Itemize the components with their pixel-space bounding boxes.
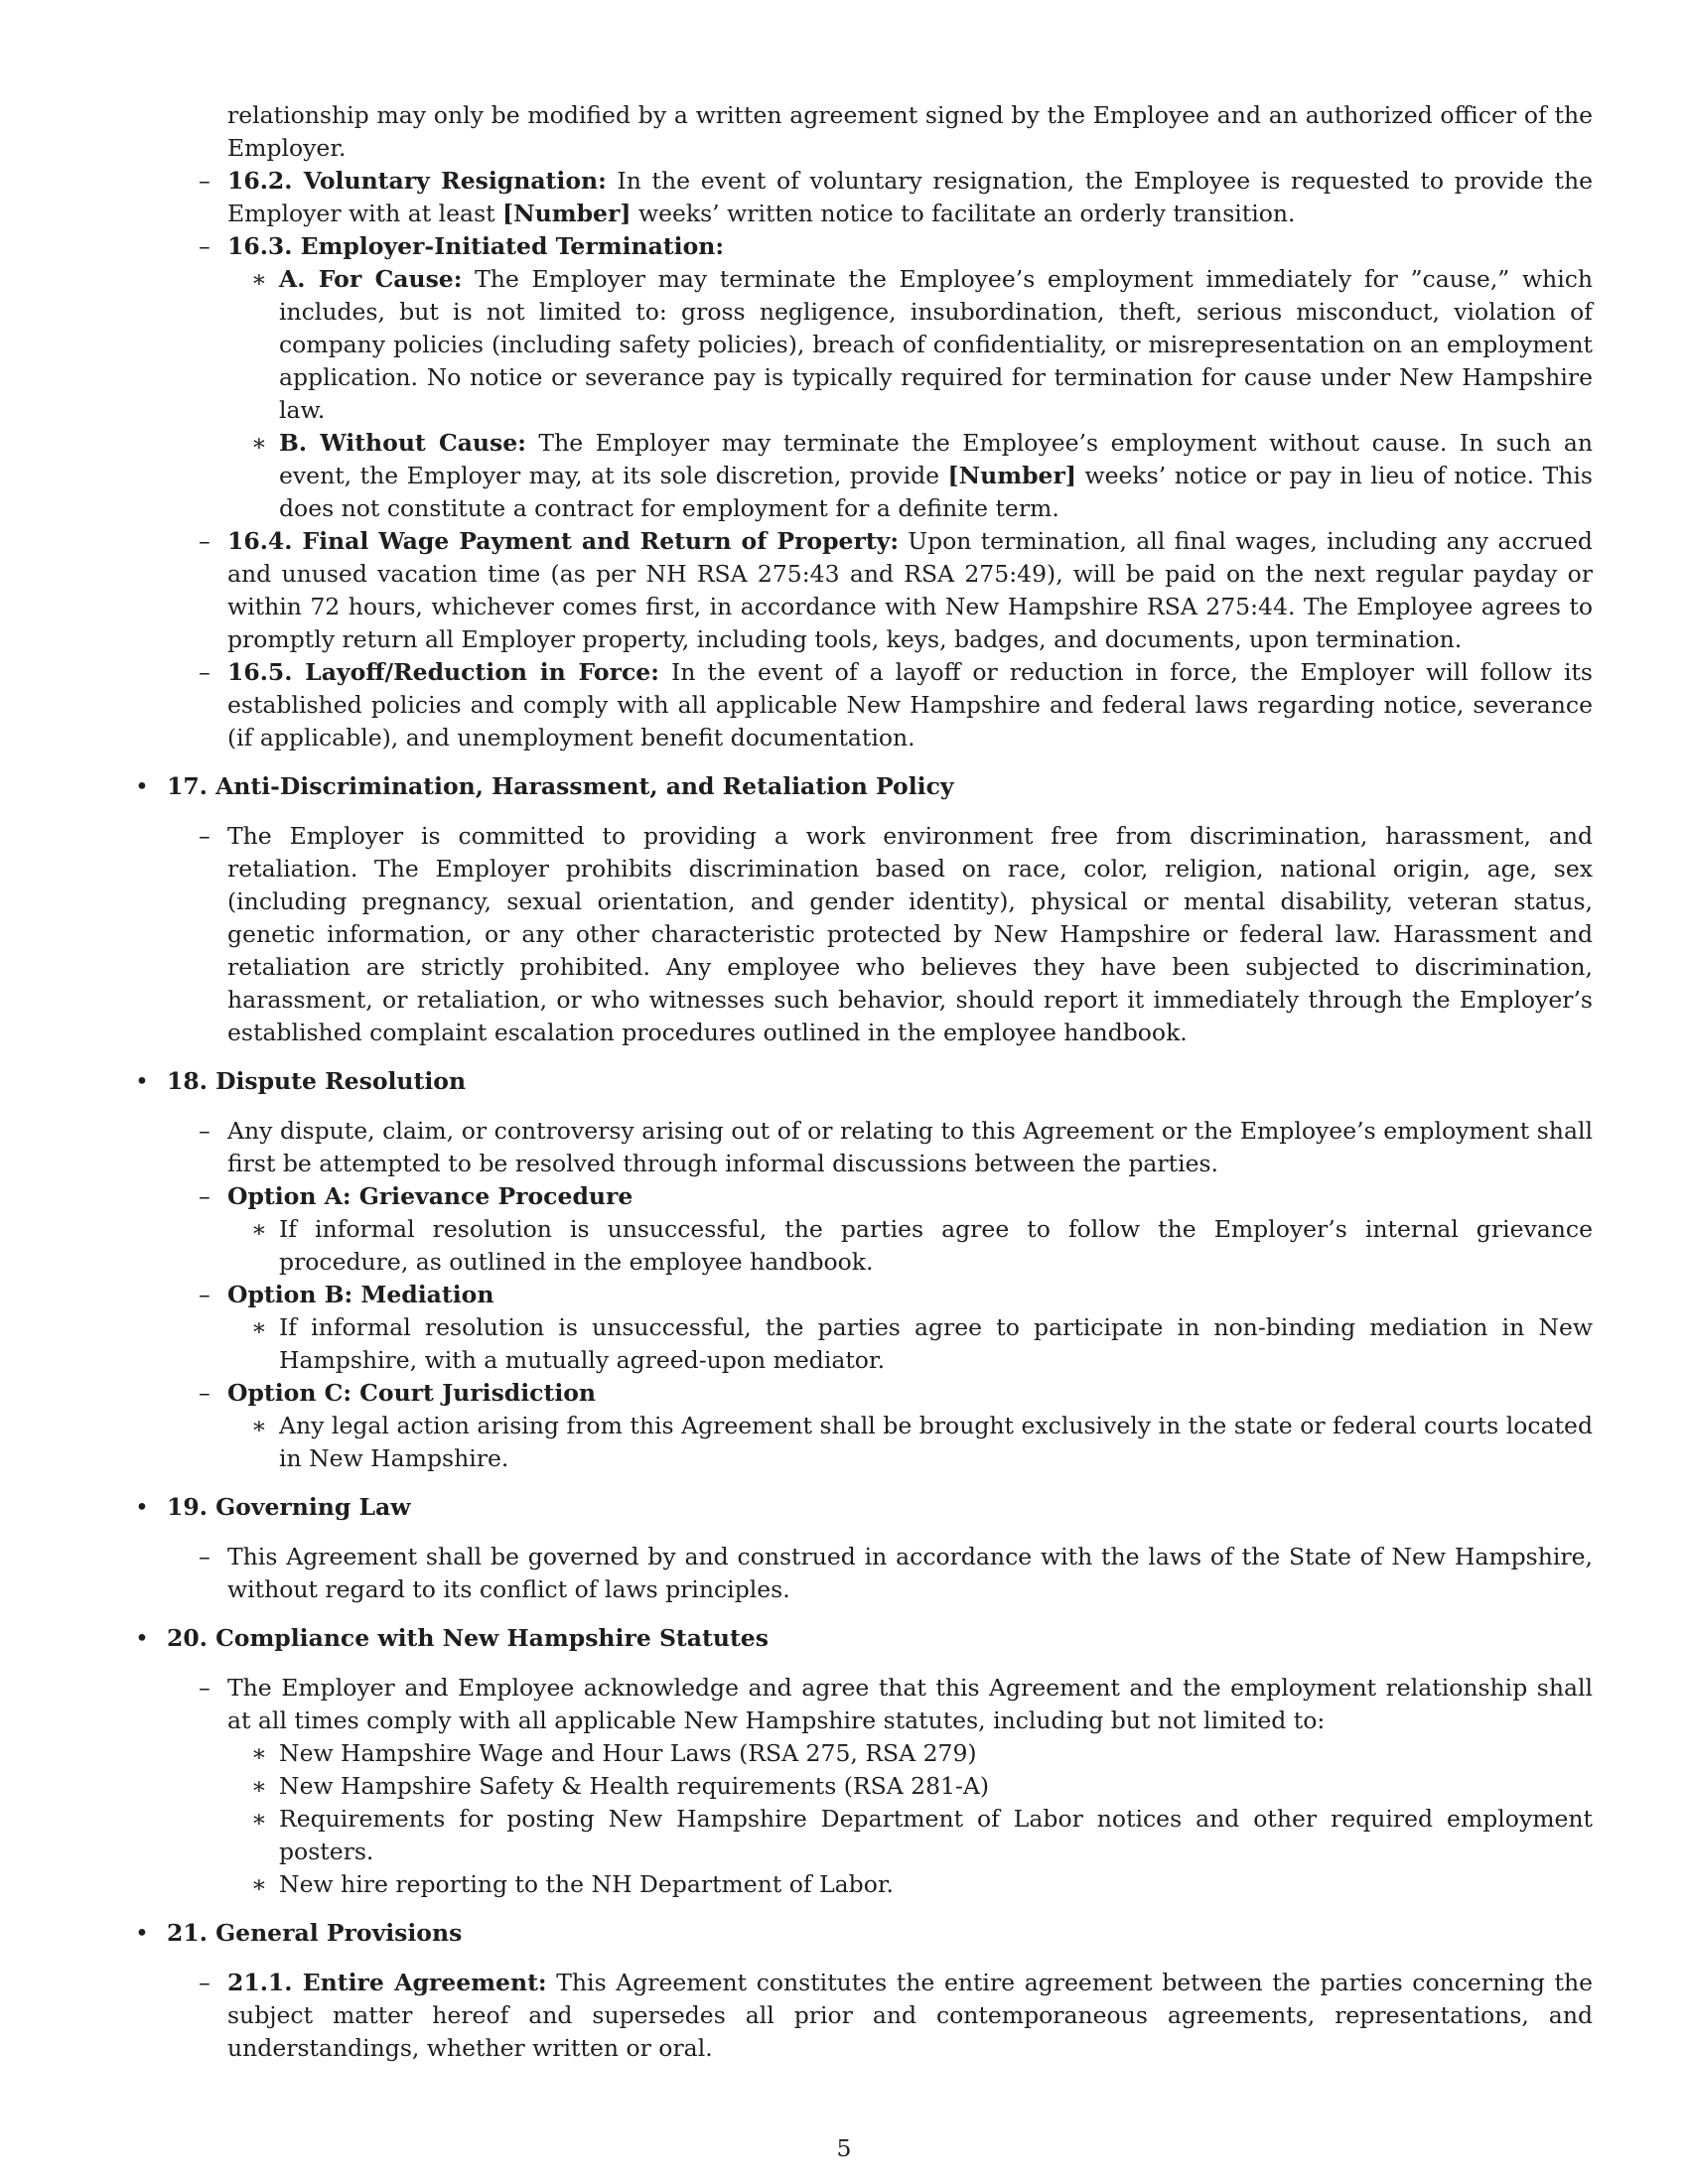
- section-18-heading: • 18. Dispute Resolution: [0, 1065, 1688, 1098]
- placeholder-field: [Number]: [502, 200, 632, 227]
- bullet-marker: •: [135, 772, 149, 800]
- dash-marker: –: [199, 1379, 211, 1407]
- clause-label: 16.5. Layoff/Reduction in Force:: [227, 658, 659, 686]
- option-c-text: ∗ Any legal action arising from this Agreement shall be brought exclusively in the state or federal courts located in New Hampshire.: [251, 1412, 1593, 1472]
- document-body: [0, 99, 1688, 2065]
- statute-item: ∗ New Hampshire Wage and Hour Laws (RSA 275, RSA 279): [0, 1737, 1688, 1770]
- star-marker: ∗: [251, 1412, 267, 1439]
- clause-16-2: – 16.2. Voluntary Resignation: In the event of voluntary resignation, the Employee is requested to provide the Employer with at least [Number] weeks’ written notice to facilitate an orderly transition.: [199, 167, 1593, 227]
- star-marker: ∗: [251, 429, 267, 457]
- star-marker: ∗: [251, 1739, 267, 1767]
- star-marker: ∗: [251, 1772, 267, 1800]
- clause-label: 16.4. Final Wage Payment and Return of Property:: [227, 527, 900, 555]
- star-marker: ∗: [251, 1870, 267, 1898]
- clause-label: 16.3. Employer-Initiated Termination:: [227, 232, 725, 260]
- section-21-heading: • 21. General Provisions: [0, 1917, 1688, 1950]
- section-18-intro: – Any dispute, claim, or controversy arising out of or relating to this Agreement or the Employee’s employment shall first be attempted to be resolved through informal discussions between the parties.: [199, 1117, 1593, 1177]
- dash-marker: –: [199, 1182, 211, 1210]
- dash-marker: –: [199, 1969, 211, 1996]
- option-b-text: ∗ If informal resolution is unsuccessful, the parties agree to participate in non-binding mediation in New Hampshire, with a mutually agreed-upon mediator.: [251, 1313, 1593, 1374]
- dash-marker: –: [199, 527, 211, 555]
- clause-label: 16.2. Voluntary Resignation:: [227, 167, 607, 195]
- clause-16-3-b: ∗ B. Without Cause: The Employer may terminate the Employee’s employment without cause. In such an event, the Employer may, at its sole discretion, provide [Number] weeks’ notice or pay in lieu of notice. This does not constitute a contract for employment for a definite term.: [251, 429, 1593, 522]
- section-17-body: – The Employer is committed to providing a work environment free from discrimination, harassment, and retaliation. The Employer prohibits discrimination based on race, color, religion, national origin, age, sex (including pregnancy, sexual orientation, and gender identity), physical or mental disability, veteran status, genetic information, or any other characteristic protected by New Hampshire or federal law. Harassment and retaliation are strictly prohibited. Any employee who believes they have been subjected to discrimination, harassment, or retaliation, or who witnesses such behavior, should report it immediately through the Employer’s established complaint escalation procedures outlined in the employee handbook.: [199, 822, 1593, 1046]
- clause-16-5: – 16.5. Layoff/Reduction in Force: In the event of a layoff or reduction in force, the Employer will follow its established policies and comply with all applicable New Hampshire and federal laws regarding notice, severance (if applicable), and unemployment benefit documentation.: [199, 658, 1593, 751]
- statute-item: ∗ New Hampshire Safety & Health requirements (RSA 281-A): [0, 1770, 1688, 1803]
- clause-label: B. Without Cause:: [279, 429, 526, 457]
- dash-marker: –: [199, 167, 211, 195]
- clause-16-4: – 16.4. Final Wage Payment and Return of Property: Upon termination, all final wages, including any accrued and unused vacation time (as per NH RSA 275:43 and RSA 275:49), will be paid on the next regular payday or within 72 hours, whichever comes first, in accordance with New Hampshire RSA 275:44. The Employee agrees to promptly return all Employer property, including tools, keys, badges, and documents, upon termination.: [199, 527, 1593, 653]
- clause-label: 21.1. Entire Agreement:: [227, 1969, 547, 1996]
- dash-marker: –: [199, 1117, 211, 1145]
- option-b-label: – Option B: Mediation: [0, 1279, 1688, 1311]
- dash-marker: –: [199, 1281, 211, 1308]
- section-19-body: – This Agreement shall be governed by and construed in accordance with the laws of the State of New Hampshire, without regard to its conflict of laws principles.: [199, 1543, 1593, 1603]
- dash-marker: –: [199, 822, 211, 850]
- bullet-marker: •: [135, 1919, 149, 1947]
- section-20-intro: – The Employer and Employee acknowledge and agree that this Agreement and the employment relationship shall at all times comply with all applicable New Hampshire statutes, including but not limited to:: [199, 1674, 1593, 1734]
- dash-marker: –: [199, 232, 211, 260]
- clause-label: A. For Cause:: [279, 265, 463, 293]
- bullet-marker: •: [135, 1493, 149, 1521]
- dash-marker: –: [199, 1674, 211, 1702]
- bullet-marker: •: [135, 1067, 149, 1095]
- star-marker: ∗: [251, 1313, 267, 1341]
- option-a-text: ∗ If informal resolution is unsuccessful, the parties agree to follow the Employer’s internal grievance procedure, as outlined in the employee handbook.: [251, 1215, 1593, 1276]
- star-marker: ∗: [251, 265, 267, 293]
- bullet-marker: •: [135, 1624, 149, 1652]
- star-marker: ∗: [251, 1215, 267, 1243]
- dash-marker: –: [199, 658, 211, 686]
- option-a-label: – Option A: Grievance Procedure: [0, 1180, 1688, 1213]
- placeholder-field: [Number]: [947, 462, 1076, 489]
- section-17-heading: • 17. Anti-Discrimination, Harassment, and Retaliation Policy: [0, 770, 1688, 803]
- page-number: 5: [836, 2134, 852, 2162]
- clause-16-3-a: ∗ A. For Cause: The Employer may terminate the Employee’s employment immediately for ”cause,” which includes, but is not limited to: gross negligence, insubordination, theft, serious misconduct, violation of company policies (including safety policies), breach of confidentiality, or misrepresentation on an employment application. No notice or severance pay is typically required for termination for cause under New Hampshire law.: [251, 265, 1594, 424]
- option-c-label: – Option C: Court Jurisdiction: [0, 1377, 1688, 1410]
- continued-paragraph: relationship may only be modified by a written agreement signed by the Employee and an authorized officer of the Employer.: [227, 101, 1593, 162]
- dash-marker: –: [199, 1543, 211, 1570]
- section-19-heading: • 19. Governing Law: [0, 1491, 1688, 1524]
- star-marker: ∗: [251, 1805, 267, 1833]
- statute-item: ∗ Requirements for posting New Hampshire Department of Labor notices and other required employment posters.: [251, 1805, 1593, 1865]
- statute-item: ∗ New hire reporting to the NH Department of Labor.: [0, 1868, 1688, 1901]
- clause-16-3: [0, 230, 1688, 263]
- clause-21-1: – 21.1. Entire Agreement: This Agreement constitutes the entire agreement between the parties concerning the subject matter hereof and supersedes all prior and contemporaneous agreements, representations, and understandings, whether written or oral.: [199, 1969, 1593, 2062]
- section-20-heading: • 20. Compliance with New Hampshire Statutes: [0, 1622, 1688, 1655]
